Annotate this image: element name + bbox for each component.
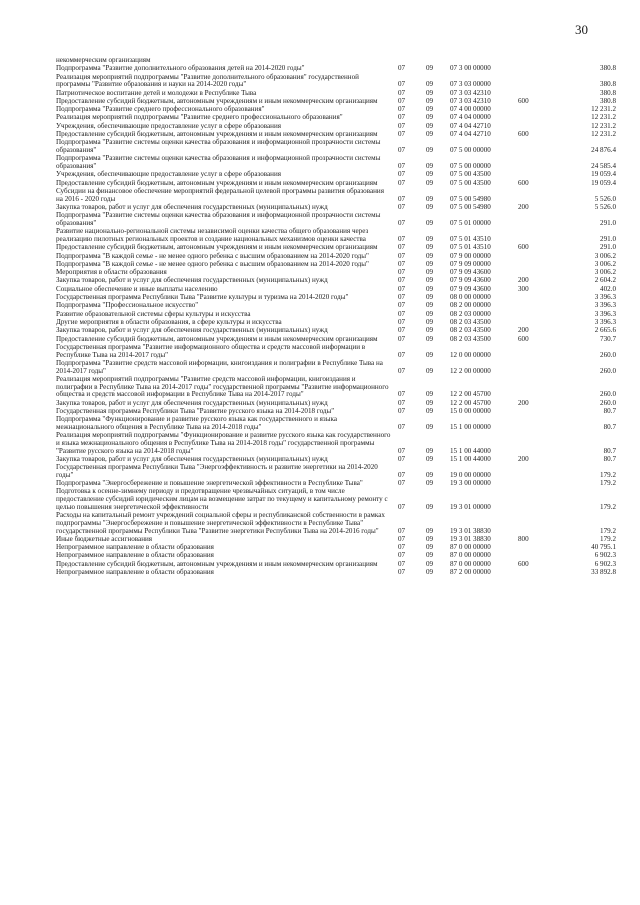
row-amount: 12 231.2 (591, 121, 616, 130)
row-target-article: 19 0 00 00000 (450, 470, 491, 479)
row-expense-type: 600 (518, 178, 529, 187)
table-row (56, 432, 616, 455)
row-name: Непрограммное направление в области образования (56, 568, 214, 577)
row-section: 07 (398, 170, 406, 179)
row-name: Расходы на капитальный ремонт учреждений социальной сферы и республиканской собственности в рамках подпрограммы "Энергосбережение и повышение энергетической эффективности в Республике Тыва" государственной программы Республики Тыва "Развитие энергетики Республики Тыва на 2014-2016 годы" (56, 511, 385, 535)
row-target-article: 87 0 00 00000 (450, 543, 491, 552)
row-subsection: 09 (426, 259, 434, 268)
row-subsection: 09 (426, 446, 434, 455)
row-amount: 24 585.4 (591, 162, 616, 171)
row-subsection: 09 (426, 178, 434, 187)
row-target-article: 12 2 00 45700 (450, 390, 491, 399)
row-target-article: 07 4 04 42710 (450, 121, 491, 130)
row-subsection: 09 (426, 88, 434, 97)
row-amount: 260.0 (600, 366, 616, 375)
table-row (56, 569, 616, 577)
row-name: Закупка товаров, работ и услуг для обеспечения государственных (муниципальных) нужд (56, 202, 328, 211)
row-amount: 5 526.0 (594, 194, 616, 203)
row-subsection: 09 (426, 170, 434, 179)
row-expense-type: 200 (518, 326, 529, 335)
table-row (56, 188, 616, 203)
row-name: Субсидии на финансовое обеспечение мероприятий федеральной целевой программы развития образования на 2016 - 2020 годы (56, 186, 384, 203)
row-target-article: 19 3 01 38830 (450, 526, 491, 535)
row-name: Закупка товаров, работ и услуг для обеспечения государственных (муниципальных) нужд (56, 398, 328, 407)
row-section: 07 (398, 64, 406, 73)
row-amount: 12 231.2 (591, 105, 616, 114)
row-subsection: 09 (426, 334, 434, 343)
row-name: Патриотическое воспитание детей и молодежи в Республике Тыва (56, 88, 257, 97)
row-amount: 179.2 (600, 502, 616, 511)
row-section: 07 (398, 178, 406, 187)
row-section: 07 (398, 80, 406, 89)
row-name: Предоставление субсидий бюджетным, автономным учреждениям и иным некоммерческим организациям (56, 334, 378, 343)
row-amount: 3 396.3 (594, 301, 616, 310)
row-name: Непрограммное направление в области образования (56, 543, 214, 552)
row-section: 07 (398, 390, 406, 399)
row-amount: 33 892.8 (591, 568, 616, 577)
row-subsection: 09 (426, 121, 434, 130)
row-amount: 291.0 (600, 218, 616, 227)
row-name: Реализация мероприятий подпрограммы "Функционирование и развитие русского языка как государственного и языка межнационального общения в Республике Тыва на 2014-2018 годы" государственной программы "Развитие русского языка на 2014-2018 годы" (56, 431, 391, 455)
row-target-article: 07 5 01 43510 (450, 243, 491, 252)
row-target-article: 07 5 00 00000 (450, 146, 491, 155)
row-amount: 260.0 (600, 390, 616, 399)
table-row (56, 277, 616, 285)
row-subsection: 09 (426, 317, 434, 326)
row-subsection: 09 (426, 113, 434, 122)
row-section: 07 (398, 534, 406, 543)
row-target-article: 07 9 09 43600 (450, 276, 491, 285)
row-amount: 19 059.4 (591, 170, 616, 179)
row-name: Подпрограмма "Развитие среднего профессионального образования" (56, 105, 265, 114)
row-expense-type: 600 (518, 96, 529, 105)
row-name: Подпрограмма "Развитие средств массовой информации, книгоиздания и полиграфии в Республике Тыва на 2014-2017 годы" (56, 358, 383, 375)
row-name: Подпрограмма "Профессиональное искусство" (56, 301, 199, 310)
row-section: 07 (398, 406, 406, 415)
row-amount: 179.2 (600, 534, 616, 543)
row-name: Другие мероприятия в области образования, в сфере культуры и искусства (56, 317, 282, 326)
row-subsection: 09 (426, 162, 434, 171)
row-section: 07 (398, 113, 406, 122)
row-expense-type: 800 (518, 534, 529, 543)
row-target-article: 07 5 01 00000 (450, 218, 491, 227)
row-name: Подпрограмма "В каждой семье - не менее одного ребенка с высшим образованием на 2014-2020 годы" (56, 259, 369, 268)
row-section: 07 (398, 88, 406, 97)
row-section: 07 (398, 276, 406, 285)
row-subsection: 09 (426, 454, 434, 463)
table-row (56, 228, 616, 243)
row-section: 07 (398, 162, 406, 171)
row-section: 07 (398, 293, 406, 302)
row-amount: 179.2 (600, 470, 616, 479)
row-subsection: 09 (426, 309, 434, 318)
table-row (56, 74, 616, 89)
row-subsection: 09 (426, 234, 434, 243)
row-name: Предоставление субсидий бюджетным, автономным учреждениям и иным некоммерческим организациям (56, 96, 378, 105)
row-section: 07 (398, 96, 406, 105)
row-expense-type: 600 (518, 130, 529, 139)
row-subsection: 09 (426, 276, 434, 285)
row-target-article: 07 4 04 42710 (450, 130, 491, 139)
row-name: Подготовка к осенне-зимнему периоду и предотвращение чрезвычайных ситуаций, в том числе предоставление субсидий юридическим лицам на возмещение затрат по текущему и капитальному ремонту с целью повышения энергетической эффективности (56, 487, 388, 511)
row-target-article: 07 3 00 00000 (450, 64, 491, 73)
row-target-article: 07 3 03 42310 (450, 88, 491, 97)
row-target-article: 15 0 00 00000 (450, 406, 491, 415)
row-name: Предоставление субсидий бюджетным, автономным учреждениям и иным некоммерческим организациям (56, 243, 378, 252)
row-amount: 3 006.2 (594, 268, 616, 277)
row-subsection: 09 (426, 284, 434, 293)
row-section: 07 (398, 543, 406, 552)
row-target-article: 07 5 00 00000 (450, 162, 491, 171)
row-section: 07 (398, 446, 406, 455)
row-expense-type: 200 (518, 454, 529, 463)
row-subsection: 09 (426, 350, 434, 359)
row-target-article: 15 1 00 44000 (450, 446, 491, 455)
row-amount: 80.7 (603, 406, 616, 415)
table-row (56, 416, 616, 431)
row-section: 07 (398, 309, 406, 318)
table-row (56, 360, 616, 375)
row-amount: 6 902.3 (594, 559, 616, 568)
row-amount: 380.8 (600, 64, 616, 73)
page-number: 30 (575, 22, 588, 37)
row-amount: 380.8 (600, 80, 616, 89)
row-target-article: 19 3 00 00000 (450, 479, 491, 488)
row-target-article: 07 5 00 54980 (450, 194, 491, 203)
row-section: 07 (398, 470, 406, 479)
row-amount: 5 526.0 (594, 202, 616, 211)
row-amount: 291.0 (600, 234, 616, 243)
table-row (56, 512, 616, 535)
row-amount: 40 795.1 (591, 543, 616, 552)
row-expense-type: 600 (518, 334, 529, 343)
row-target-article: 87 0 00 00000 (450, 559, 491, 568)
row-section: 07 (398, 317, 406, 326)
row-section: 07 (398, 194, 406, 203)
row-target-article: 87 0 00 00000 (450, 551, 491, 560)
row-subsection: 09 (426, 534, 434, 543)
row-name: Государственная программа Республики Тыва "Энергоэффективность и развитие энергетики на 2014-2020 годы" (56, 463, 378, 479)
row-name: Закупка товаров, работ и услуг для обеспечения государственных (муниципальных) нужд (56, 454, 328, 463)
row-target-article: 87 2 00 00000 (450, 568, 491, 577)
row-subsection: 09 (426, 268, 434, 277)
row-name: Учреждения, обеспечивающие предоставление услуг в сфере образования (56, 121, 282, 130)
row-amount: 291.0 (600, 243, 616, 252)
row-subsection: 09 (426, 146, 434, 155)
row-amount: 80.7 (603, 454, 616, 463)
row-amount: 2 604.2 (594, 276, 616, 285)
row-expense-type: 600 (518, 243, 529, 252)
row-subsection: 09 (426, 301, 434, 310)
table-row (56, 376, 616, 399)
row-amount: 80.7 (603, 422, 616, 431)
row-name: Закупка товаров, работ и услуг для обеспечения государственных (муниципальных) нужд (56, 276, 328, 285)
row-subsection: 09 (426, 130, 434, 139)
row-amount: 3 396.3 (594, 317, 616, 326)
table-row (56, 212, 616, 227)
row-subsection: 09 (426, 64, 434, 73)
row-target-article: 07 4 00 00000 (450, 105, 491, 114)
row-subsection: 09 (426, 390, 434, 399)
row-section: 07 (398, 105, 406, 114)
row-subsection: 09 (426, 218, 434, 227)
row-name: Развитие образовательной системы сферы культуры и искусства (56, 309, 251, 318)
row-subsection: 09 (426, 105, 434, 114)
row-target-article: 19 3 01 38830 (450, 534, 491, 543)
row-section: 07 (398, 551, 406, 560)
row-name: Подпрограмма "Развитие системы оценки качества образования и информационной прозрачности системы образования" (56, 211, 381, 227)
row-target-article: 08 2 03 43500 (450, 317, 491, 326)
row-expense-type: 200 (518, 398, 529, 407)
row-name: Реализация мероприятий подпрограммы "Развитие дополнительного образования" государственной программы "Развитие образования и науки на 2014-2020 годы" (56, 72, 359, 89)
row-target-article: 12 0 00 00000 (450, 350, 491, 359)
row-expense-type: 600 (518, 559, 529, 568)
row-subsection: 09 (426, 194, 434, 203)
row-target-article: 15 1 00 00000 (450, 422, 491, 431)
row-target-article: 07 9 09 43600 (450, 284, 491, 293)
budget-table (56, 57, 616, 577)
row-amount: 24 876.4 (591, 146, 616, 155)
row-name: Подпрограмма "Функционирование и развитие русского языка как государственного и языка межнационального общения в Республике Тыва на 2014-2018 годы" (56, 415, 337, 431)
row-amount: 260.0 (600, 398, 616, 407)
row-amount: 260.0 (600, 350, 616, 359)
row-target-article: 15 1 00 44000 (450, 454, 491, 463)
row-subsection: 09 (426, 422, 434, 431)
row-target-article: 07 5 00 54980 (450, 202, 491, 211)
row-name: Предоставление субсидий бюджетным, автономным учреждениям и иным некоммерческим организациям (56, 178, 378, 187)
row-subsection: 09 (426, 470, 434, 479)
table-row (56, 65, 616, 73)
row-subsection: 09 (426, 202, 434, 211)
row-section: 07 (398, 568, 406, 577)
row-target-article: 08 2 03 43500 (450, 326, 491, 335)
row-amount: 380.8 (600, 88, 616, 97)
row-section: 07 (398, 251, 406, 260)
row-target-article: 07 5 01 43510 (450, 234, 491, 243)
row-target-article: 07 9 00 00000 (450, 251, 491, 260)
row-subsection: 09 (426, 551, 434, 560)
row-section: 07 (398, 243, 406, 252)
row-subsection: 09 (426, 406, 434, 415)
row-name: Подпрограмма "В каждой семье - не менее одного ребенка с высшим образованием на 2014-2020 годы" (56, 251, 369, 260)
table-row (56, 244, 616, 252)
row-name: Непрограммное направление в области образования (56, 551, 214, 560)
row-name: Государственная программа Республики Тыва "Развитие культуры и туризма на 2014-2020 годы" (56, 293, 349, 302)
table-row (56, 302, 616, 310)
row-section: 07 (398, 502, 406, 511)
row-name: Учреждения, обеспечивающие предоставление услуг в сфере образования (56, 170, 282, 179)
row-subsection: 09 (426, 251, 434, 260)
row-name: Закупка товаров, работ и услуг для обеспечения государственных (муниципальных) нужд (56, 326, 328, 335)
row-amount: 80.7 (603, 446, 616, 455)
row-target-article: 07 3 03 00000 (450, 80, 491, 89)
row-subsection: 09 (426, 293, 434, 302)
row-amount: 2 665.6 (594, 326, 616, 335)
row-amount: 380.8 (600, 96, 616, 105)
row-expense-type: 300 (518, 284, 529, 293)
row-section: 07 (398, 234, 406, 243)
row-section: 07 (398, 284, 406, 293)
row-name: Подпрограмма "Развитие системы оценки качества образования и информационной прозрачности системы образования" (56, 138, 381, 155)
row-name: Предоставление субсидий бюджетным, автономным учреждениям и иным некоммерческим организациям (56, 130, 378, 139)
row-name: некоммерческим организациям (56, 56, 151, 64)
row-name: Иные бюджетные ассигнования (56, 534, 153, 543)
row-name: Подпрограмма "Развитие дополнительного образования детей на 2014-2020 годы" (56, 64, 305, 73)
row-section: 07 (398, 479, 406, 488)
row-section: 07 (398, 326, 406, 335)
row-target-article: 08 2 03 00000 (450, 309, 491, 318)
row-subsection: 09 (426, 526, 434, 535)
row-amount: 179.2 (600, 526, 616, 535)
row-subsection: 09 (426, 502, 434, 511)
row-amount: 730.7 (600, 334, 616, 343)
table-row (56, 488, 616, 511)
row-name: Реализация мероприятий подпрограммы "Развитие средств массовой информации, книгоиздания и полиграфии в Республике Тыва на 2014-2017 годы" государственной программы "Развитие информационного общества и средств массовой информации в Республике Тыва на 2014-2017 годы" (56, 374, 389, 399)
row-name: Подпрограмма "Развитие системы оценки качества образования и информационной прозрачности системы образования" (56, 154, 381, 171)
row-amount: 3 006.2 (594, 251, 616, 260)
row-target-article: 08 0 00 00000 (450, 293, 491, 302)
row-subsection: 09 (426, 568, 434, 577)
row-target-article: 12 2 00 00000 (450, 366, 491, 375)
table-row (56, 552, 616, 560)
row-section: 07 (398, 398, 406, 407)
row-amount: 12 231.2 (591, 113, 616, 122)
table-row (56, 171, 616, 179)
row-subsection: 09 (426, 366, 434, 375)
row-section: 07 (398, 454, 406, 463)
row-subsection: 09 (426, 96, 434, 105)
row-target-article: 07 5 00 43500 (450, 178, 491, 187)
row-section: 07 (398, 301, 406, 310)
row-subsection: 09 (426, 559, 434, 568)
row-amount: 179.2 (600, 479, 616, 488)
row-name: Государственная программа Республики Тыва "Развитие русского языка на 2014-2018 годы" (56, 406, 335, 415)
table-row (56, 464, 616, 479)
row-section: 07 (398, 350, 406, 359)
row-name: Развитие национально-региональной системы независимой оценки качества общего образования через реализацию пилотных региональных проектов и создание национальных механизмов оценки качества (56, 227, 369, 243)
row-name: Предоставление субсидий бюджетным, автономным учреждениям и иным некоммерческим организациям (56, 559, 378, 568)
row-subsection: 09 (426, 398, 434, 407)
row-section: 07 (398, 559, 406, 568)
row-name: Государственная программа "Развитие информационного общества и средств массовой информации в Республике Тыва на 2014-2017 годы" (56, 342, 366, 359)
table-row (56, 155, 616, 170)
row-target-article: 07 5 00 43500 (450, 170, 491, 179)
row-amount: 12 231.2 (591, 130, 616, 139)
row-amount: 6 902.3 (594, 551, 616, 560)
row-amount: 402.0 (600, 284, 616, 293)
row-section: 07 (398, 334, 406, 343)
row-subsection: 09 (426, 80, 434, 89)
row-target-article: 07 9 09 43600 (450, 268, 491, 277)
table-row (56, 139, 616, 154)
row-section: 07 (398, 146, 406, 155)
row-expense-type: 200 (518, 202, 529, 211)
row-subsection: 09 (426, 479, 434, 488)
row-section: 07 (398, 202, 406, 211)
row-target-article: 07 4 04 00000 (450, 113, 491, 122)
row-target-article: 07 3 03 42310 (450, 96, 491, 105)
row-section: 07 (398, 268, 406, 277)
row-subsection: 09 (426, 543, 434, 552)
row-name: Реализация мероприятий подпрограммы "Развитие среднего профессионального образования" (56, 113, 343, 122)
row-subsection: 09 (426, 326, 434, 335)
row-section: 07 (398, 218, 406, 227)
row-amount: 3 006.2 (594, 259, 616, 268)
row-section: 07 (398, 422, 406, 431)
row-target-article: 12 2 00 45700 (450, 398, 491, 407)
row-name: Мероприятия в области образования (56, 268, 167, 277)
row-section: 07 (398, 130, 406, 139)
table-row (56, 344, 616, 359)
row-amount: 3 396.3 (594, 309, 616, 318)
row-subsection: 09 (426, 243, 434, 252)
row-name: Подпрограмма "Энергосбережение и повышение энергетической эффективности в Республике Тыва" (56, 479, 363, 488)
row-target-article: 08 2 00 00000 (450, 301, 491, 310)
row-amount: 3 396.3 (594, 293, 616, 302)
row-target-article: 19 3 01 00000 (450, 502, 491, 511)
row-section: 07 (398, 526, 406, 535)
row-target-article: 07 9 09 00000 (450, 259, 491, 268)
row-name: Социальное обеспечение и иные выплаты населению (56, 284, 218, 293)
row-section: 07 (398, 366, 406, 375)
row-section: 07 (398, 121, 406, 130)
row-section: 07 (398, 259, 406, 268)
row-target-article: 08 2 03 43500 (450, 334, 491, 343)
table-row (56, 327, 616, 335)
row-expense-type: 200 (518, 276, 529, 285)
row-amount: 19 059.4 (591, 178, 616, 187)
